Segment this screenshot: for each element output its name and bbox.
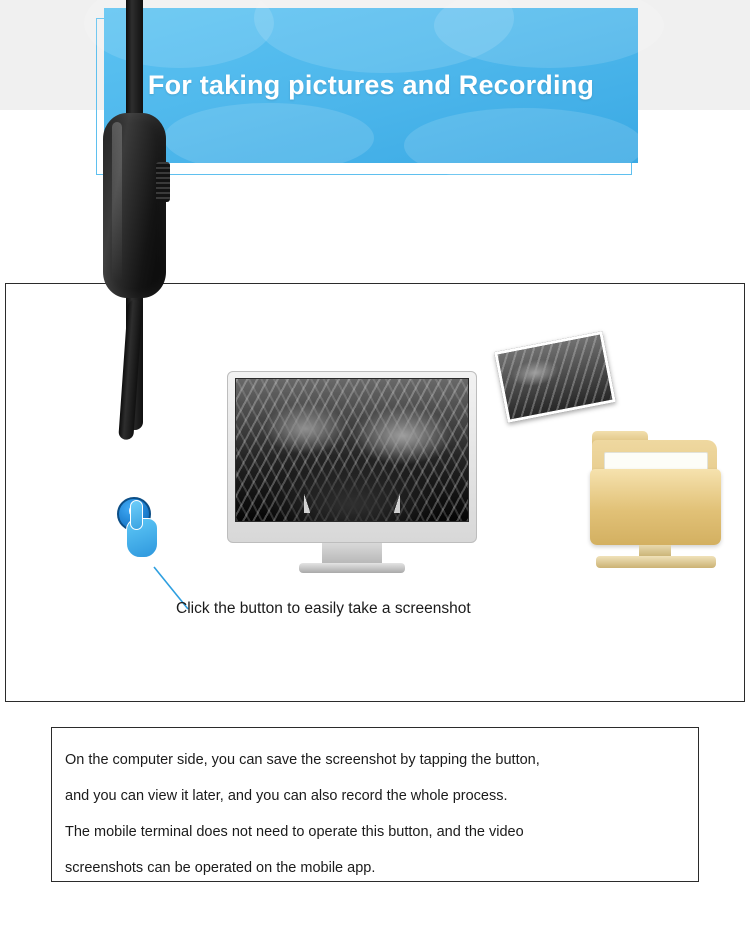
hand-index-finger [130, 500, 143, 530]
illustration-caption: Click the button to easily take a screenshot [176, 600, 471, 617]
switch-grip-ribs [156, 162, 170, 202]
note-line: and you can view it later, and you can also record the whole process. [65, 788, 508, 804]
pointing-hand-icon [126, 500, 164, 560]
note-line: On the computer side, you can save the screenshot by tapping the button, [65, 752, 540, 768]
folder-front-panel [590, 469, 721, 545]
note-line: The mobile terminal does not need to operate this button, and the video [65, 824, 524, 840]
engine-v-detail [304, 453, 400, 513]
page-title: For taking pictures and Recording [147, 70, 595, 100]
note-line: screenshots can be operated on the mobile app. [65, 860, 376, 876]
monitor-stand-neck [322, 543, 382, 565]
monitor-screen [235, 378, 469, 522]
note-box [51, 727, 699, 882]
switch-highlight [112, 122, 122, 282]
folder-stand-base [596, 556, 716, 568]
monitor-stand-base [299, 563, 405, 573]
